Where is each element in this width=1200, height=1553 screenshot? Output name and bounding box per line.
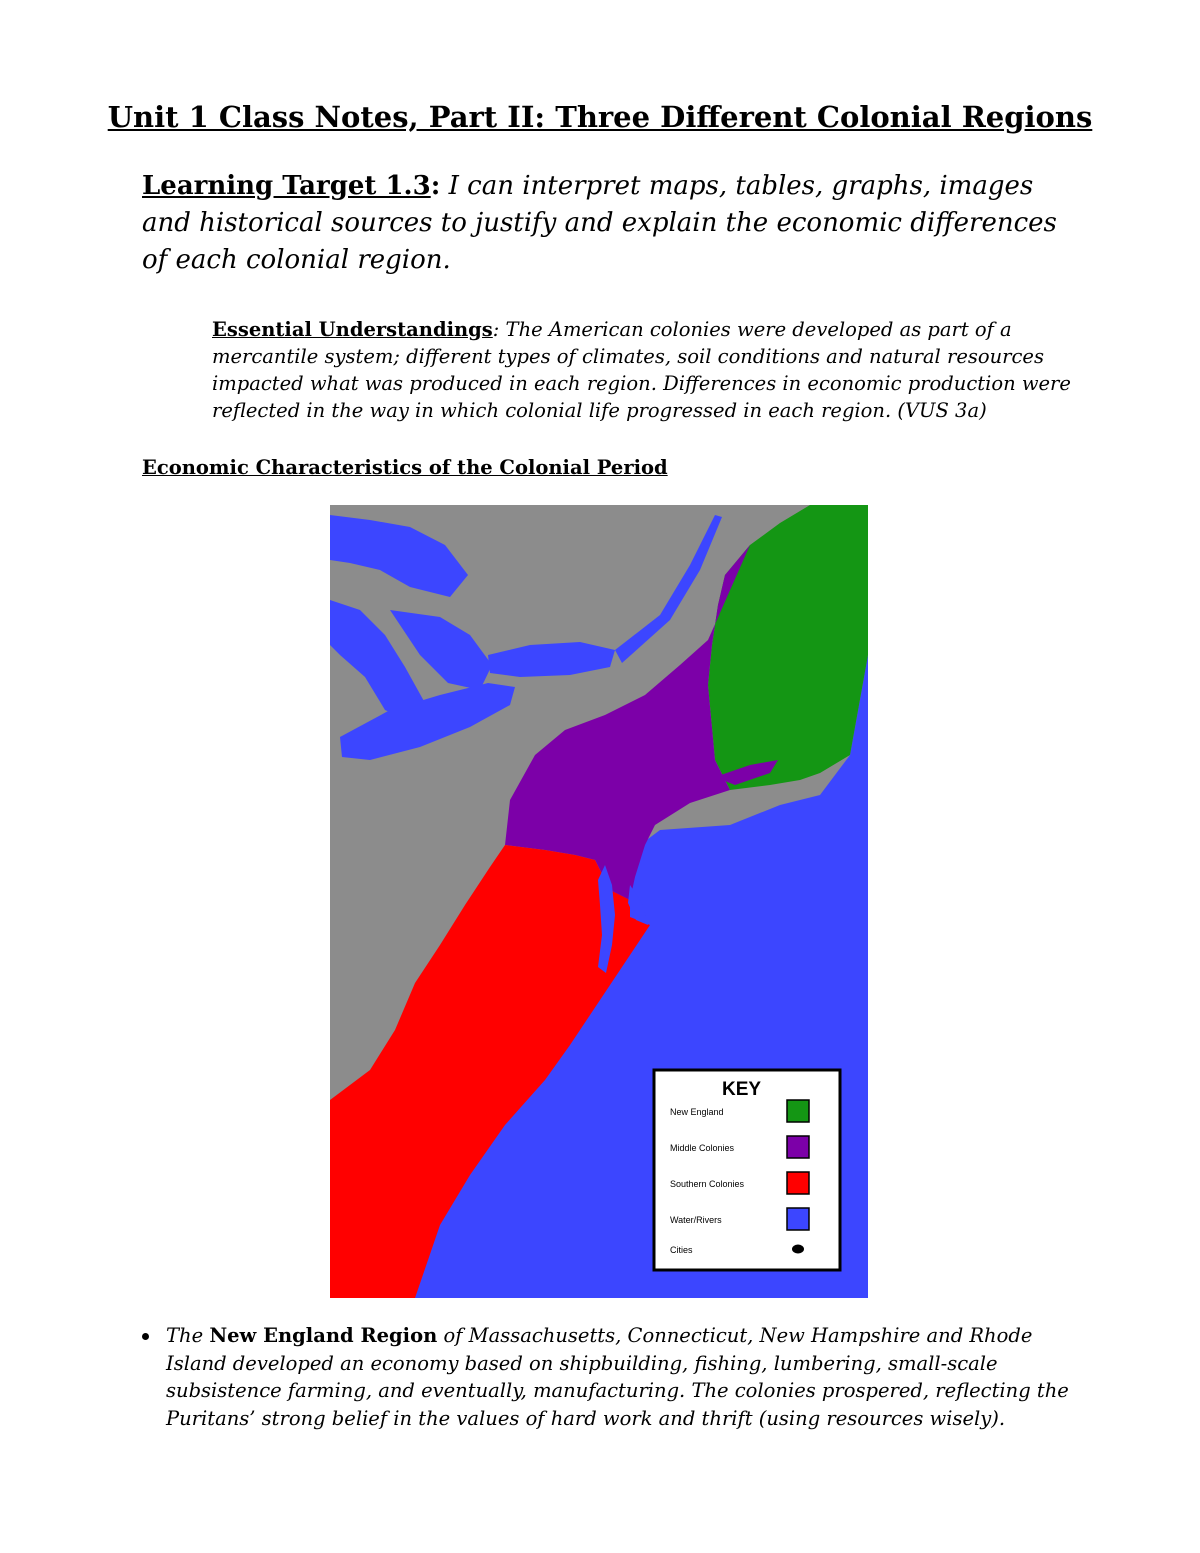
section-heading: Economic Characteristics of the Colonial Period bbox=[142, 456, 668, 479]
essential-understandings bbox=[212, 316, 1072, 424]
key-swatch-southern-colonies bbox=[787, 1172, 809, 1194]
key-swatch-water bbox=[787, 1208, 809, 1230]
essential-understandings-colon: : bbox=[492, 318, 500, 341]
bullet-bold: New England Region bbox=[209, 1324, 438, 1347]
map-key bbox=[654, 1070, 840, 1270]
learning-target bbox=[142, 168, 1072, 279]
page-title: Unit 1 Class Notes, Part II: Three Different Colonial Regions bbox=[107, 100, 1093, 134]
key-box bbox=[654, 1070, 840, 1270]
bullet-icon bbox=[142, 1333, 149, 1340]
bullet-list bbox=[142, 1322, 1072, 1432]
key-item-label: Middle Colonies bbox=[670, 1143, 735, 1153]
key-item-label: New England bbox=[670, 1107, 724, 1117]
key-swatch-middle-colonies bbox=[787, 1136, 809, 1158]
list-item bbox=[142, 1322, 1072, 1432]
learning-target-colon: : bbox=[430, 171, 441, 201]
bullet-pre: The bbox=[166, 1324, 210, 1347]
essential-understandings-text: The American colonies were developed as part of a mercantile system; different types of climates, soil conditions and natural resources impacted what was produced in each region. Differences in economic production were reflected in the way in which colonial life progressed in each region. (VUS 3a) bbox=[212, 318, 1071, 422]
colonial-regions-map bbox=[330, 505, 868, 1298]
key-swatch-new-england bbox=[787, 1100, 809, 1122]
key-item-label: Southern Colonies bbox=[670, 1179, 745, 1189]
map-svg bbox=[330, 505, 868, 1298]
essential-understandings-label: Essential Understandings bbox=[212, 318, 493, 341]
key-item-label: Water/Rivers bbox=[670, 1215, 722, 1225]
learning-target-label: Learning Target 1.3 bbox=[142, 171, 431, 201]
key-title: KEY bbox=[722, 1079, 762, 1100]
learning-target-text: I can interpret maps, tables, graphs, images and historical sources to justify and explain the economic differences of each colonial region. bbox=[142, 171, 1057, 275]
key-item-label: Cities bbox=[670, 1245, 693, 1255]
key-swatch-cities bbox=[792, 1245, 804, 1254]
bullet-post: of Massachusetts, Connecticut, New Hampshire and Rhode Island developed an economy based on shipbuilding, fishing, lumbering, small-scale subsistence farming, and eventually, manufacturing. The colonies prospered, reflecting the Puritans’ strong belief in the values of hard work and thrift (using resources wisely). bbox=[166, 1324, 1069, 1430]
